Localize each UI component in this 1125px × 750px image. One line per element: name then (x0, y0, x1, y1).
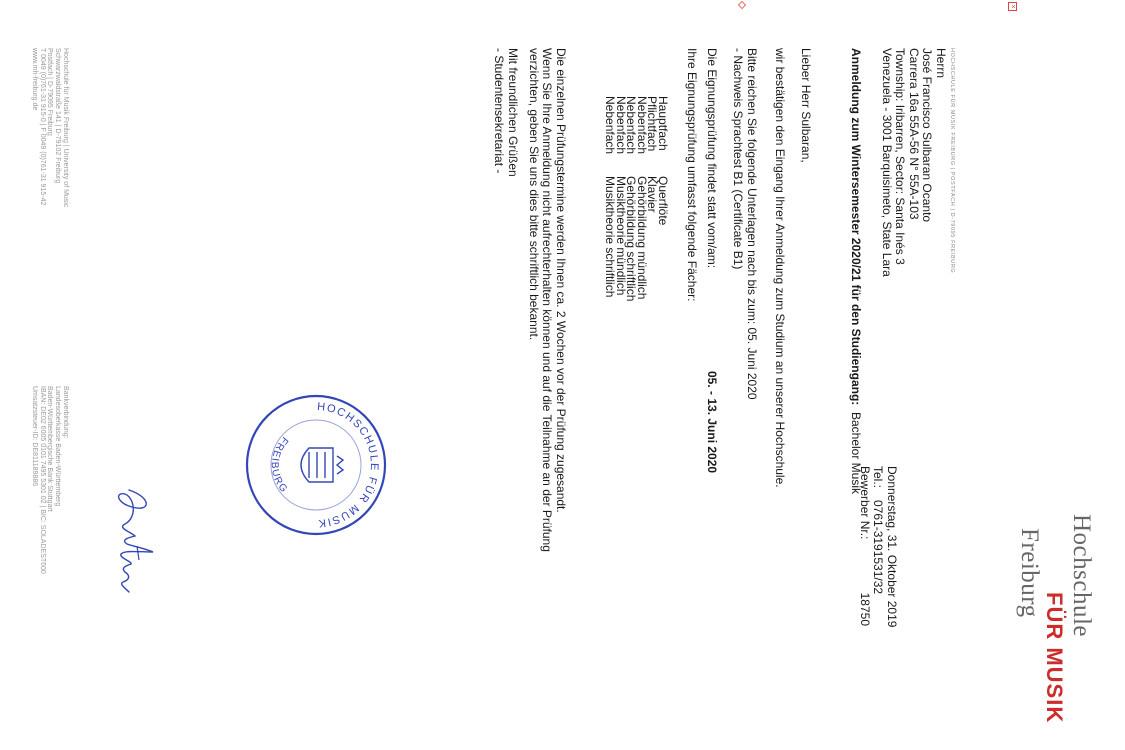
subject-name: Gehörbildung schriftlich (624, 176, 639, 302)
exam-date-value: 05. - 13. Juni 2020 (705, 371, 719, 474)
list-item (616, 96, 627, 301)
footer-line: Schwarzwaldstraße 141 | D-79102 Freiburg (54, 48, 62, 184)
address-salutation: Herrn (934, 48, 948, 79)
address-name: José Francisco Sulbaran Ocanto (920, 48, 935, 223)
coat-of-arms-icon (301, 448, 343, 482)
footer-line: IBAN: DE02 6005 0101 7495 5301 02 | BIC: SOLADEST600 (38, 386, 46, 574)
subject-program: Bachelor Musik (849, 411, 863, 494)
letter-meta (857, 466, 898, 627)
footer-line: Landesoberkasse Baden-Württemberg (54, 386, 62, 507)
greeting: Lieber Herr Sulbaran, (799, 48, 813, 163)
fold-mark-icon (738, 1, 746, 9)
handwritten-signature (107, 484, 159, 604)
seal-inner-text: FREIBURG (268, 434, 290, 496)
exam-subjects-list (605, 96, 668, 301)
footer-line: Umsatzsteuer-ID: DE811189886 (30, 386, 38, 487)
footer-line: T 0049 (0)761-31 915-0 | F 0049 (0)761-31 915-42 (38, 48, 46, 206)
notice-line: verzichten, geben Sie uns dies bitte schriftlich bekannt. (526, 48, 541, 341)
subject-name: Musiktheorie schriftlich (603, 176, 618, 298)
confirmation-text: wir bestätigen den Eingang Ihrer Anmeldung zum Studium an unserer Hochschule. (773, 48, 787, 488)
subject-label: Anmeldung zum Wintersemester 2020/21 für den Studiengang: (849, 48, 863, 406)
footer-bank (30, 386, 69, 574)
subject-name: Querflöte (656, 176, 670, 226)
subject-type: Nebenfach (603, 96, 618, 155)
phone-row (871, 466, 885, 627)
sender-line: HOCHSCHULE FÜR MUSIK FREIBURG | POSTFACH | D-79095 FREIBURG (949, 48, 955, 274)
list-item (637, 96, 648, 301)
address-street: Carrera 16a 55A-56 N° 55A-103 (906, 48, 921, 220)
list-item (658, 96, 669, 301)
footer-line: Bankverbindung: (62, 386, 69, 439)
notice-line: Wenn Sie Ihre Anmeldung nicht aufrechterhalten können und auf die Teilnahme an der Prüfung (540, 48, 555, 552)
closing-signatory: - Studentensekretariat - (492, 48, 507, 174)
subject-name: Musiktheorie mündlich (614, 176, 628, 296)
subject-type: Nebenfach (614, 96, 628, 155)
subject-type: Pflichtfach (645, 96, 660, 152)
seal-outer-text: HOCHSCHULE FÜR MUSIK (316, 400, 381, 530)
footer-line: Baden-Württembergische Bank Stuttgart (46, 386, 54, 512)
closing (492, 48, 519, 177)
logo-hochschule: Hochschule (1068, 514, 1095, 638)
subject-name: Gehörbildung mündlich (635, 176, 649, 300)
subjects-intro: Ihre Eignungsprüfung umfasst folgende Fächer: (685, 48, 699, 302)
address-township: Township: Iribarren, Sector: Santa Inés 3 (893, 48, 908, 265)
address-city: Venezuela - 3001 Barquisimeto, State Lara (879, 48, 894, 277)
exam-notice (526, 48, 567, 552)
closing-regards: Mit freundlichen Grüßen (506, 48, 520, 177)
svg-text:FREIBURG (269, 434, 290, 495)
footer-line: www.mh-freiburg.de (30, 48, 38, 111)
exam-date-label: Die Eignungsprüfung findet statt vom/am: (705, 48, 719, 269)
applicant-label: Bewerber Nr.: (857, 466, 872, 540)
logo-freiburg: Freiburg (1016, 528, 1043, 618)
language-proof: - Nachweis Sprachtest B1 (Certificate B1) (731, 48, 745, 270)
footer-line: Postfach | D-79095 Freiburg (46, 48, 54, 136)
documents-request: Bitte reichen Sie folgende Unterlagen nach bis zum: 05. Juni 2020 (745, 48, 759, 400)
phone-label: Tel.: (871, 466, 886, 489)
exam-date-row (705, 48, 719, 474)
close-mark-icon: × (1008, 2, 1017, 11)
subject-line (849, 48, 863, 494)
svg-text:HOCHSCHULE FÜR MUSIK (317, 401, 381, 529)
applicant-number: 18750 (857, 592, 872, 626)
footer-line: Hochschule für Musik Freiburg | University of Music (62, 48, 69, 208)
subject-type: Nebenfach (635, 96, 649, 155)
official-seal-stamp (243, 392, 389, 538)
recipient-address (879, 48, 947, 277)
subject-type: Hauptfach (656, 96, 670, 151)
subject-name: Klavier (645, 176, 660, 213)
notice-line: Die einzelnen Prüfungstermine werden Ihnen ca. 2 Wochen vor der Prüfung zugesandt. (554, 48, 568, 513)
footer-contact (30, 48, 69, 207)
list-item (605, 96, 616, 301)
logo-fur-musik: FÜR MUSIK (1042, 592, 1067, 724)
letter-date: Donnerstag, 31. Oktober 2019 (885, 466, 899, 628)
phone-value: 0761-3191531/32 (871, 500, 886, 595)
subject-type: Nebenfach (624, 96, 639, 155)
